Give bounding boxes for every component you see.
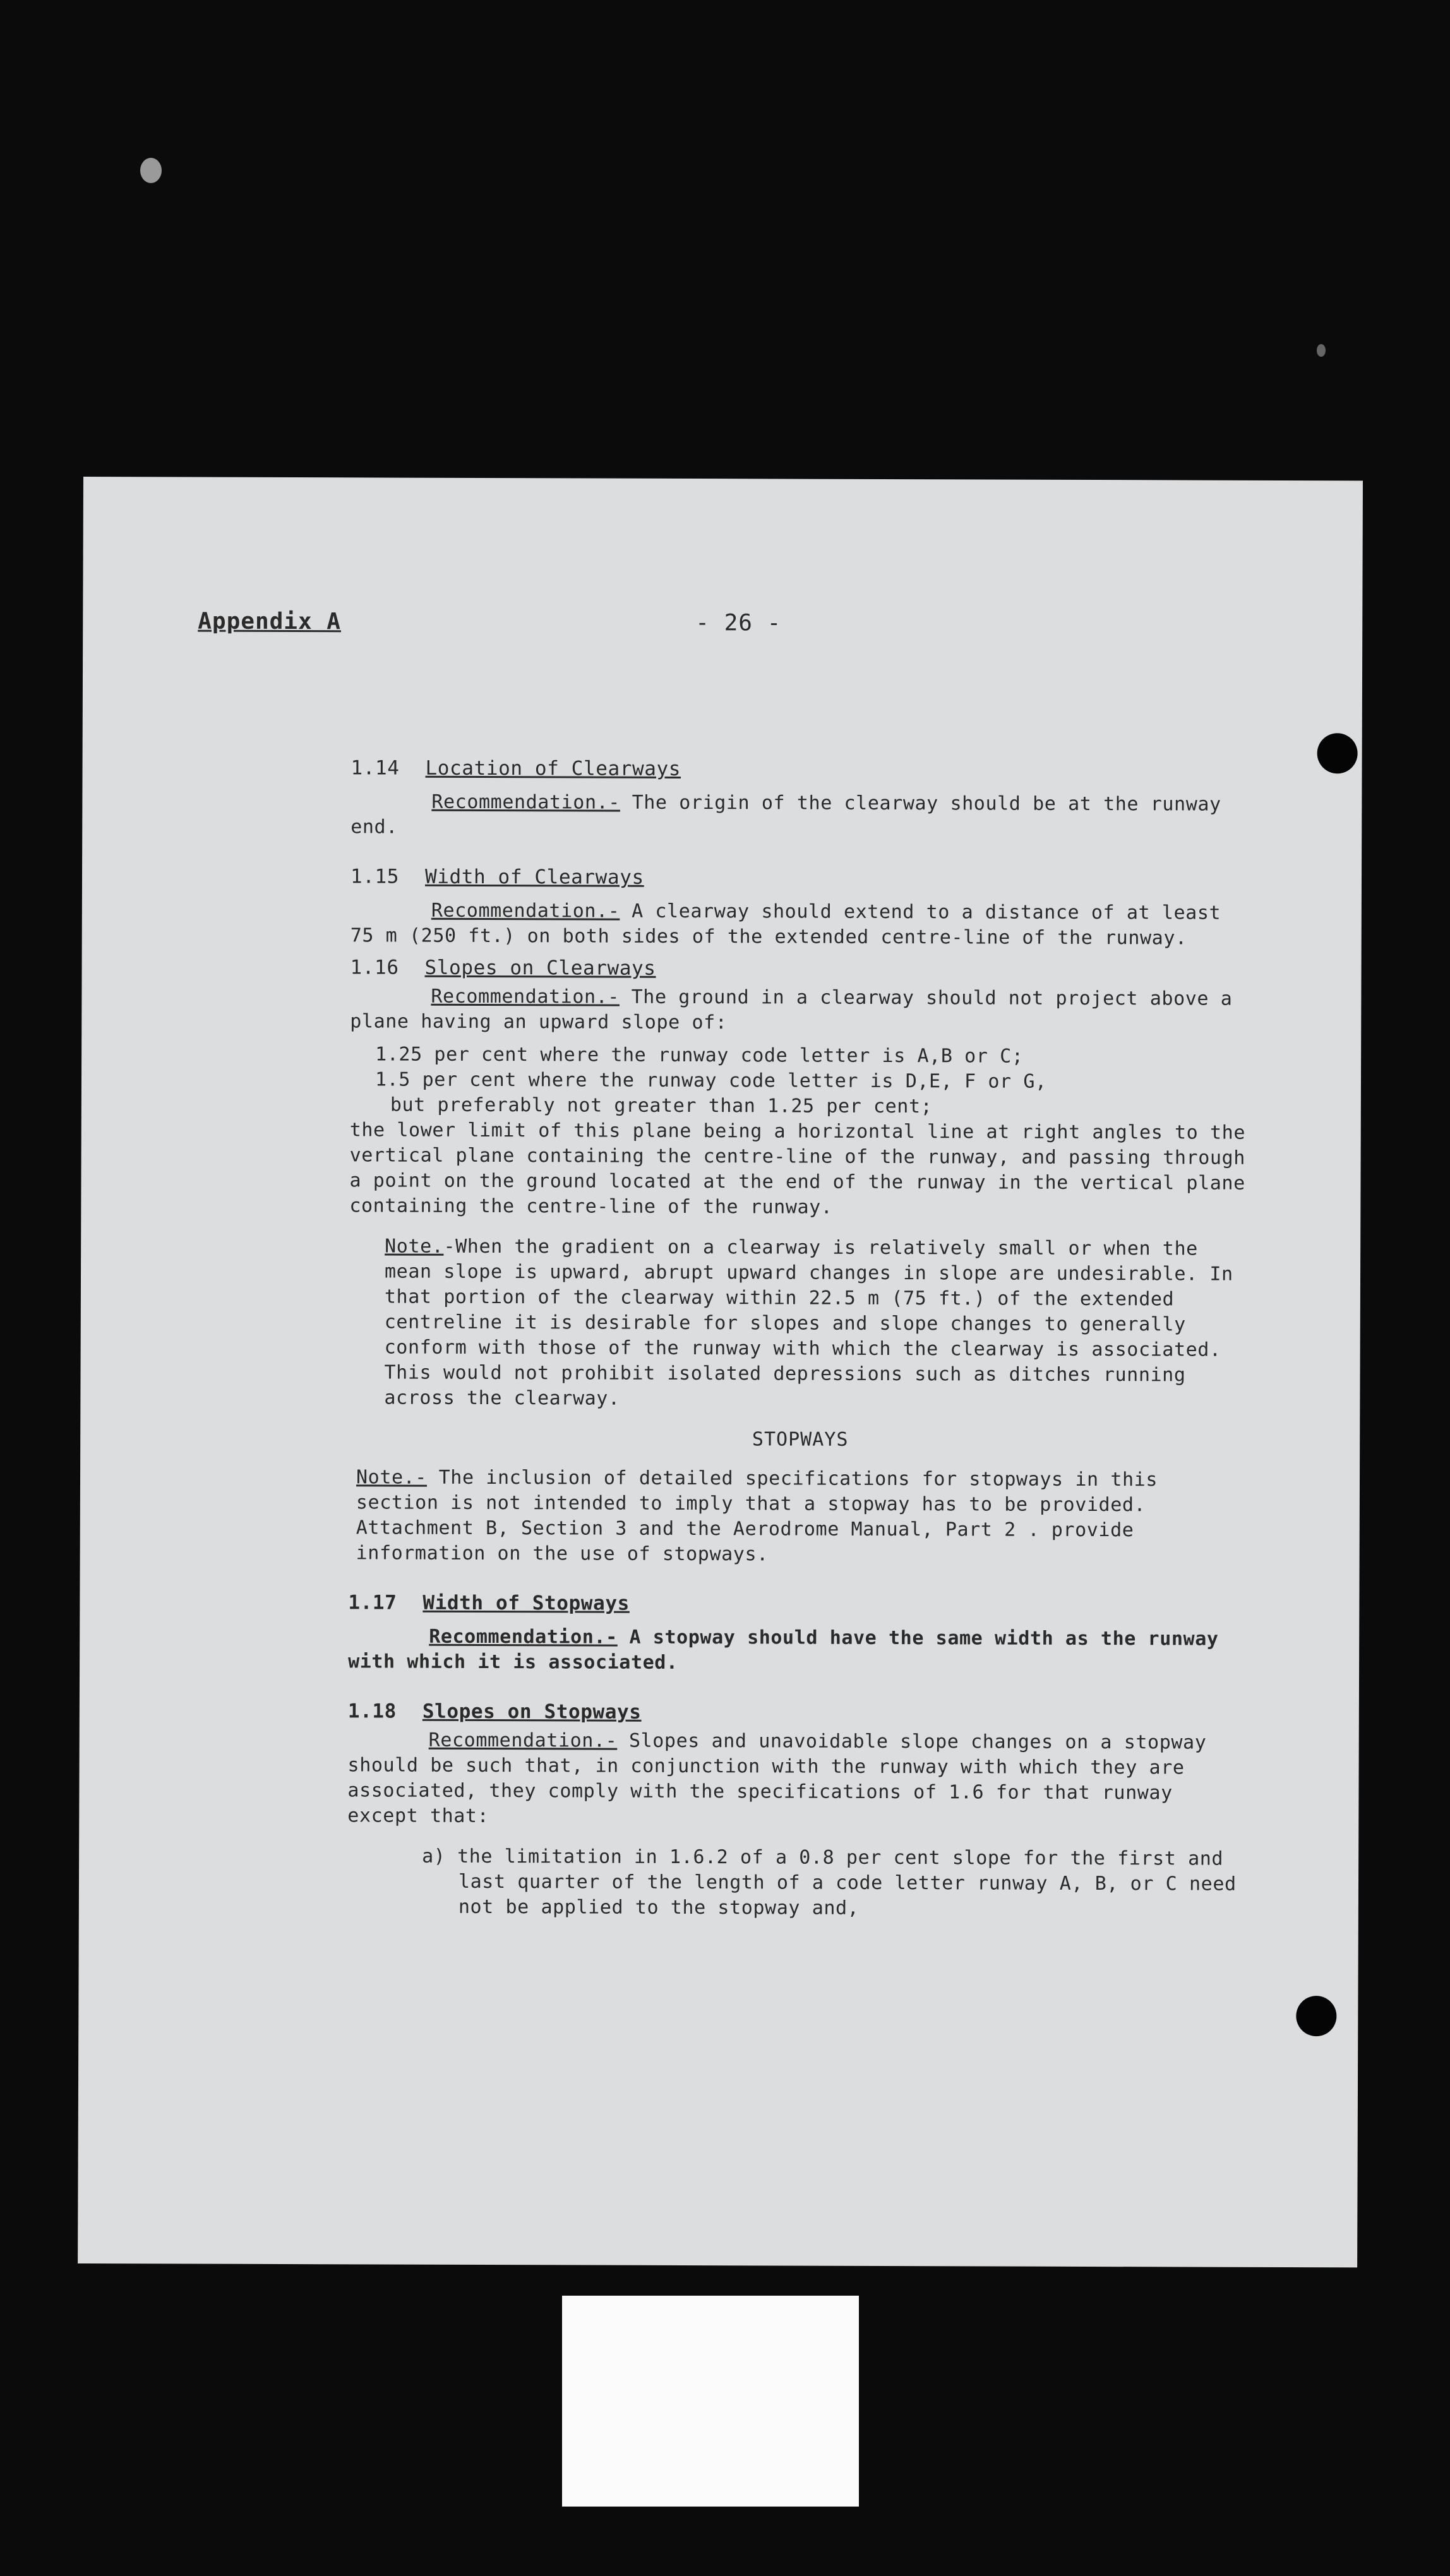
note-label: Note. (385, 1235, 444, 1258)
recommendation-paragraph (348, 1624, 1251, 1677)
stopways-heading: STOPWAYS (752, 1428, 849, 1451)
slope-list (375, 1042, 1253, 1120)
recommendation-label: Recommendation.- (428, 1729, 618, 1752)
archive-label-card (562, 2296, 859, 2507)
punch-hole-top (1317, 733, 1358, 773)
note-text: -When the gradient on a clearway is relatively small or when the mean slope is upward, abrupt upward changes in slope are undesirable. In that portion of the clearway within 22.5 m (75 ft.) of the extended centreline it is desirable for slopes and slope changes to generally conform with those of the runway with which the clearway is associated. This would not prohibit isolated depressions such as ditches running across the clearway. (384, 1235, 1233, 1410)
section-1-14 (351, 755, 1254, 842)
recommendation-text: A stopway should have the same width as the runway with which it is associated. (348, 1626, 1219, 1674)
document-body (347, 755, 1254, 1922)
scan-speck (140, 158, 162, 183)
document-page (78, 477, 1363, 2267)
section-title: Slopes on Stopways (422, 1700, 642, 1724)
section-title: Width of Clearways (424, 865, 644, 889)
section-title: Slopes on Clearways (424, 956, 656, 980)
recommendation-text: A clearway should extend to a distance of at least 75 m (250 ft.) on both sides of the extended centre-line of the runway. (350, 900, 1221, 950)
list-item-a: a) the limitation in 1.6.2 of a 0.8 per cent slope for the first and last quarter of the length of a code letter runway A, B, or C need not be applied to the stopway and, (422, 1845, 1237, 1919)
section-number: 1.18 (347, 1700, 397, 1723)
section-number: 1.17 (348, 1591, 397, 1614)
recommendation-paragraph (351, 789, 1254, 842)
section-1-17 (348, 1590, 1251, 1677)
recommendation-paragraph (351, 898, 1254, 951)
section-title: Location of Clearways (425, 756, 681, 780)
section-1-15 (351, 864, 1254, 951)
note-text: The inclusion of detailed specifications for stopways in this section is not intended to imply that a stopway has to be provided. Attachment B, Section 3 and the Aerodrome Manual, Part 2 . provide information on the use of stopways. (356, 1466, 1158, 1566)
page-number: - 26 - (695, 610, 782, 636)
recommendation-paragraph (347, 1727, 1250, 1831)
recommendation-label: Recommendation.- (429, 1625, 618, 1649)
note-paragraph (384, 1234, 1252, 1414)
note-label: Note.- (356, 1466, 428, 1489)
section-1-18 (347, 1698, 1251, 1922)
section-1-16 (349, 955, 1253, 1413)
section-number: 1.15 (350, 865, 400, 888)
continuation-paragraph: the lower limit of this plane being a horizontal line at right angles to the vertical plane containing the centre-line of the runway, and passing through a point on the ground located at the end of the runway in the vertical plane containing the centre-line of the runway. (349, 1119, 1246, 1219)
recommendation-label: Recommendation.- (431, 790, 621, 814)
list-item: 1.5 per cent where the runway code letter is D,E, F or G, (374, 1068, 1047, 1093)
appendix-label: Appendix A (198, 608, 342, 635)
stopways-note (356, 1465, 1252, 1568)
recommendation-text: Slopes and unavoidable slope changes on a stopway should be such that, in conjunction with the runway with which they are associated, they comply with the specifications of 1.6 for that runway except that: (347, 1729, 1207, 1828)
recommendation-label: Recommendation.- (431, 985, 620, 1008)
section-number: 1.16 (350, 956, 399, 979)
punch-hole-bottom (1296, 1996, 1336, 2036)
recommendation-label: Recommendation.- (431, 899, 620, 922)
list-item: but preferably not greater than 1.25 per cent; (390, 1094, 933, 1118)
recommendation-paragraph (350, 984, 1253, 1037)
recommendation-text: The origin of the clearway should be at the runway end. (351, 791, 1221, 838)
list-item: 1.25 per cent where the runway code letter is A,B or C; (375, 1043, 1024, 1068)
section-title: Width of Stopways (422, 1591, 630, 1615)
recommendation-text: The ground in a clearway should not project above a plane having an upward slope of: (350, 986, 1233, 1034)
scan-speck (1317, 344, 1326, 357)
section-number: 1.14 (351, 756, 400, 780)
